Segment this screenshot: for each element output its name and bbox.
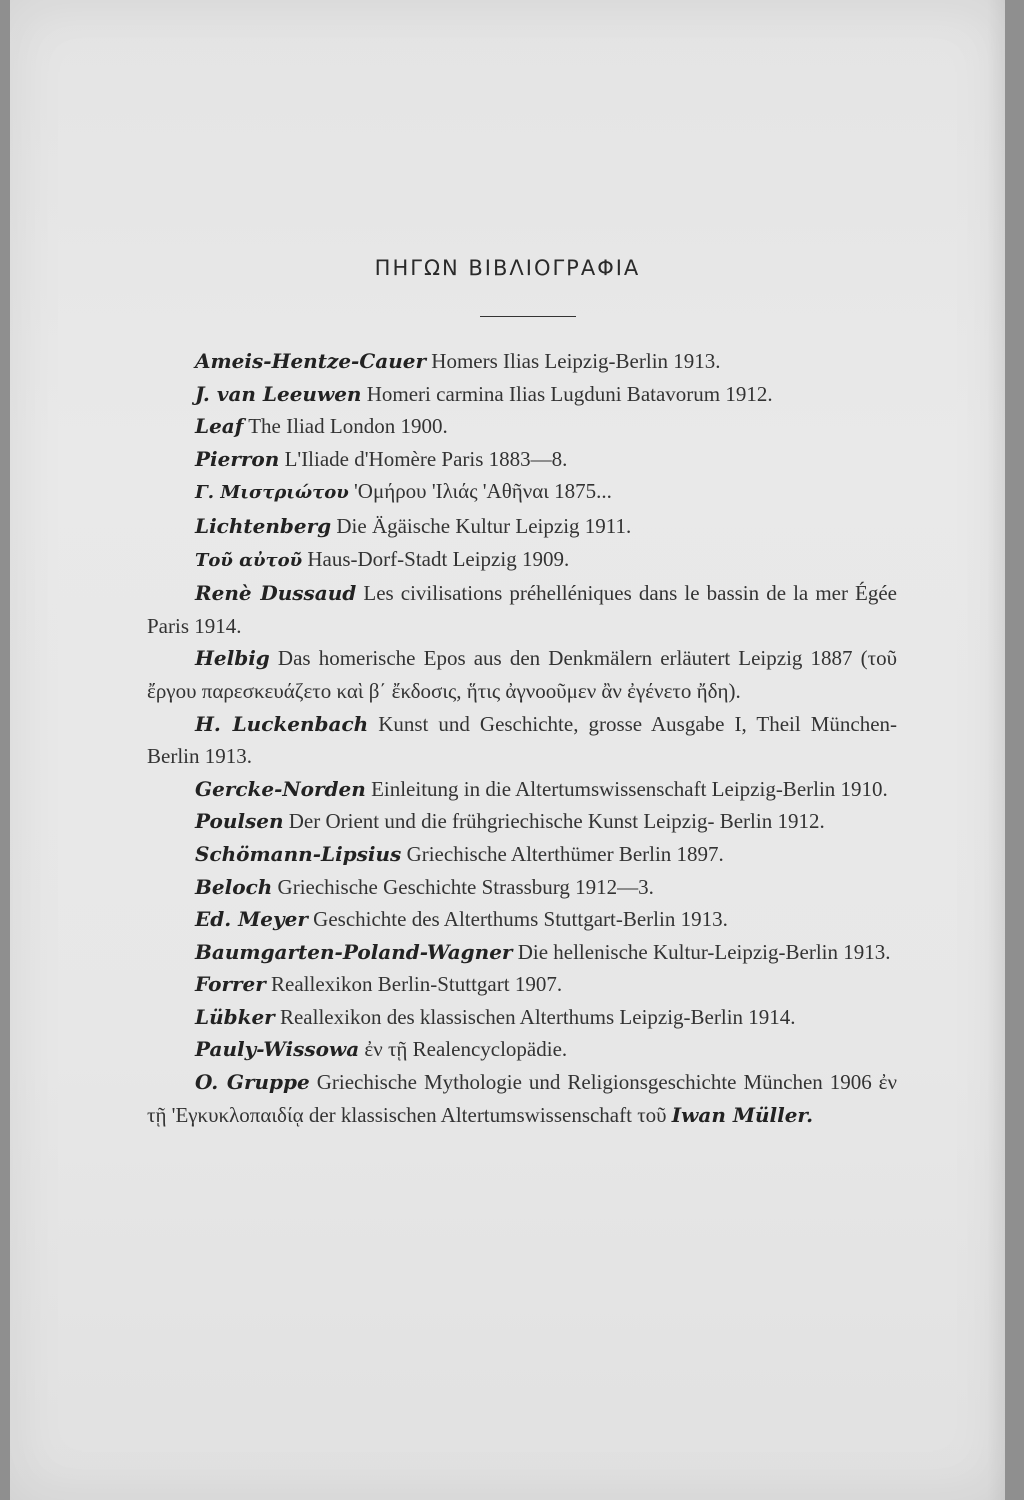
entry-text: Homers Ilias Leipzig-Berlin 1913.	[426, 349, 721, 373]
bibliography-entry	[147, 378, 897, 411]
heading-divider	[480, 316, 576, 317]
entry-author: Ameis-Hentze-Cauer	[195, 349, 427, 373]
bibliography-entry	[147, 805, 897, 838]
entry-author: Pierron	[195, 446, 280, 471]
entry-author: Lübker	[195, 1004, 275, 1029]
bibliography-entry	[147, 410, 897, 443]
page-edge-shadow	[987, 0, 1005, 1500]
bibliography-entry	[147, 708, 897, 773]
entry-text: Haus-Dorf-Stadt Leipzig 1909.	[302, 546, 570, 571]
entry-text: Reallexikon des klassischen Alterthums Leipzig-Berlin 1914.	[274, 1004, 796, 1029]
entry-text: Homeri carmina Ilias Lugduni Batavorum 1912.	[361, 381, 773, 406]
entry-author: Renè Dussaud	[195, 581, 357, 606]
bibliography-entry	[147, 936, 897, 969]
entry-author: Pauly-Wissowa	[195, 1037, 360, 1062]
entry-author: Lichtenberg	[195, 513, 332, 538]
entry-text: Reallexikon Berlin-Stuttgart 1907.	[265, 972, 563, 997]
entry-text: ἐν τῇ Realencyclopädie.	[359, 1037, 568, 1062]
entry-author: Τοῦ αὐτοῦ	[195, 549, 303, 571]
entry-text: Griechische Alterthümer Berlin 1897.	[401, 841, 724, 866]
bibliography-entry	[147, 510, 897, 543]
bibliography-entry	[147, 1066, 897, 1131]
entry-text: Die hellenische Kultur-Leipzig-Berlin 1913.	[512, 939, 891, 964]
bibliography-entry	[147, 968, 897, 1001]
entry-author: Baumgarten-Poland-Wagner	[195, 939, 513, 964]
bibliography-entry	[147, 773, 897, 806]
page-heading: ΠΗΓΩΝ ΒΙΒΛΙΟΓΡΑΦΙΑ	[374, 256, 641, 280]
entry-author: Gercke-Norden	[195, 776, 366, 801]
bibliography-entry	[147, 475, 897, 510]
entry-author: Beloch	[195, 874, 273, 899]
bibliography-entry	[147, 345, 897, 378]
entry-text: The Iliad London 1900.	[243, 414, 448, 439]
bibliography-entry	[147, 871, 897, 904]
entry-author: Leaf	[195, 414, 244, 439]
bibliography-entry	[147, 543, 897, 578]
entry-author: H. Luckenbach	[195, 711, 369, 736]
bibliography-entry	[147, 1001, 897, 1034]
entry-author: Forrer	[195, 972, 266, 997]
entry-author: Helbig	[195, 646, 270, 671]
entry-text: Geschichte des Alterthums Stuttgart-Berlin 1913.	[307, 907, 728, 932]
bibliography-entry	[147, 443, 897, 476]
entry-author: Γ. Μιστριώτου	[195, 482, 349, 504]
entry-text: Die Ägäische Kultur Leipzig 1911.	[331, 513, 632, 538]
entry-author: Poulsen	[195, 809, 284, 834]
bibliography-entry	[147, 577, 897, 642]
bibliography-list	[147, 345, 897, 1131]
entry-text: L'Iliade d'Homère Paris 1883—8.	[279, 446, 568, 471]
entry-text: Einleitung in die Altertumswissenschaft Leipzig-Berlin 1910.	[365, 776, 888, 801]
entry-text: Griechische Mythologie und Religionsgeschichte München 1906 ἐν τῇ 'Εγκυκλοπαιδίᾳ der klassischen Altertumswissenschaft τοῦ	[147, 1070, 897, 1127]
entry-text: 'Ομήρου 'Ιλιάς 'Αθῆναι 1875...	[348, 479, 612, 504]
bibliography-entry	[147, 1033, 897, 1066]
entry-author: O. Gruppe	[195, 1070, 310, 1095]
entry-text: Griechische Geschichte Strassburg 1912—3.	[272, 874, 654, 899]
entry-text: Kunst und Geschichte, grosse Ausgabe I, Theil München-Berlin 1913.	[147, 711, 898, 769]
entry-author: Schömann-Lipsius	[195, 841, 402, 866]
entry-text: Les civilisations préhelléniques dans le bassin de la mer Égée Paris 1914.	[147, 581, 898, 638]
entry-text: Das homerische Epos aus den Denkmälern erläutert Leipzig 1887 (τοῦ ἔργου παρεσκευάζετο καὶ β΄ ἔκδοσις, ἥτις ἀγνοοῦμεν ἂν ἐγένετο ἤδη).	[147, 646, 897, 703]
entry-author-secondary: Iwan Müller.	[671, 1102, 814, 1127]
bibliography-entry	[147, 903, 897, 936]
entry-author: J. van Leeuwen	[195, 381, 362, 406]
book-page	[10, 0, 1005, 1500]
bibliography-entry	[147, 838, 897, 871]
entry-text: Der Orient und die frühgriechische Kunst Leipzig- Berlin 1912.	[283, 809, 825, 834]
entry-author: Ed. Meyer	[195, 907, 308, 932]
bibliography-entry	[147, 642, 897, 707]
